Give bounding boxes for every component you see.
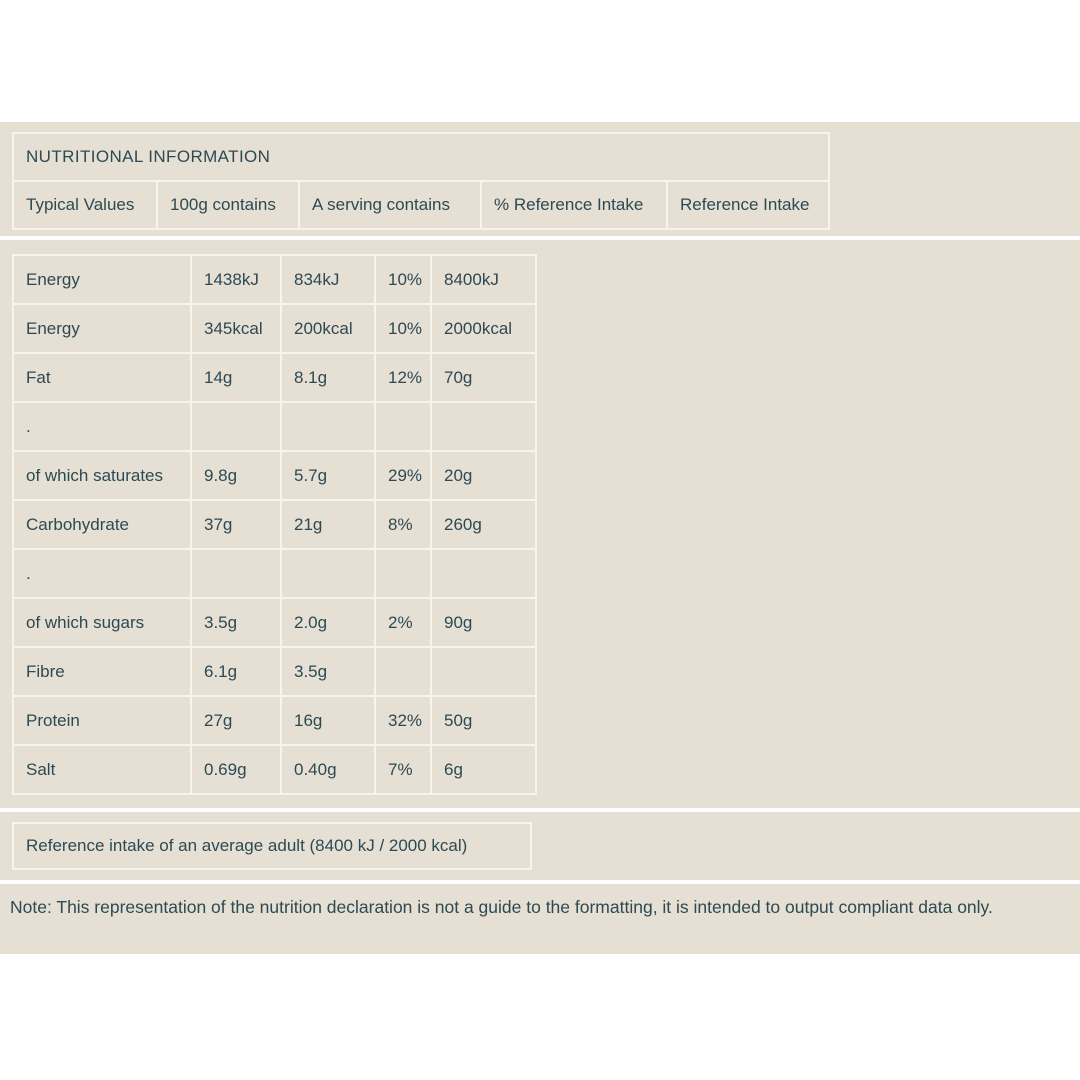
row-label: Carbohydrate (14, 501, 190, 548)
value-per-100g: 3.5g (192, 599, 280, 646)
value-ri (432, 403, 535, 450)
column-header-row (14, 182, 828, 228)
column-header-typical-values: Typical Values (14, 182, 156, 228)
row-label: . (14, 550, 190, 597)
value-per-serving: 16g (282, 697, 374, 744)
value-ri: 6g (432, 746, 535, 793)
row-label: Fat (14, 354, 190, 401)
table-row-spacer (14, 403, 535, 450)
table-title-row (14, 134, 828, 180)
value-ri: 2000kcal (432, 305, 535, 352)
reference-intake-text: Reference intake of an average adult (8400 kJ / 2000 kcal) (26, 836, 468, 855)
value-per-serving (282, 550, 374, 597)
value-ri: 20g (432, 452, 535, 499)
value-pct-ri: 10% (376, 305, 430, 352)
value-pct-ri: 29% (376, 452, 430, 499)
row-label: Fibre (14, 648, 190, 695)
value-pct-ri: 32% (376, 697, 430, 744)
value-ri: 90g (432, 599, 535, 646)
value-pct-ri: 12% (376, 354, 430, 401)
values-section (0, 240, 1080, 808)
value-per-100g: 345kcal (192, 305, 280, 352)
value-per-serving: 200kcal (282, 305, 374, 352)
value-per-serving (282, 403, 374, 450)
value-pct-ri (376, 550, 430, 597)
value-per-100g: 1438kJ (192, 256, 280, 303)
table-row (14, 256, 535, 303)
table-row (14, 746, 535, 793)
value-per-100g: 6.1g (192, 648, 280, 695)
value-pct-ri: 7% (376, 746, 430, 793)
value-pct-ri: 8% (376, 501, 430, 548)
row-label: . (14, 403, 190, 450)
row-label: Energy (14, 256, 190, 303)
row-label: Protein (14, 697, 190, 744)
value-per-serving: 3.5g (282, 648, 374, 695)
value-per-100g (192, 550, 280, 597)
value-pct-ri (376, 403, 430, 450)
table-row (14, 599, 535, 646)
value-per-serving: 0.40g (282, 746, 374, 793)
value-per-serving: 5.7g (282, 452, 374, 499)
header-section (0, 122, 1080, 236)
row-label: Salt (14, 746, 190, 793)
header-table (12, 132, 830, 230)
disclaimer-note: Note: This representation of the nutrition declaration is not a guide to the formatting, it is intended to output compliant data only. (10, 897, 993, 917)
value-per-serving: 834kJ (282, 256, 374, 303)
value-pct-ri (376, 648, 430, 695)
value-ri: 8400kJ (432, 256, 535, 303)
note-section (0, 884, 1080, 954)
value-per-100g: 9.8g (192, 452, 280, 499)
column-header-pct-reference-intake: % Reference Intake (482, 182, 666, 228)
value-per-100g: 0.69g (192, 746, 280, 793)
table-row (14, 305, 535, 352)
row-label: of which sugars (14, 599, 190, 646)
row-label: Energy (14, 305, 190, 352)
table-row (14, 452, 535, 499)
value-ri (432, 648, 535, 695)
value-per-100g: 14g (192, 354, 280, 401)
row-label: of which saturates (14, 452, 190, 499)
table-row-spacer (14, 550, 535, 597)
value-per-100g (192, 403, 280, 450)
value-ri: 70g (432, 354, 535, 401)
reference-intake-section (0, 812, 1080, 880)
value-per-100g: 37g (192, 501, 280, 548)
column-header-serving: A serving contains (300, 182, 480, 228)
value-ri: 260g (432, 501, 535, 548)
table-row (14, 648, 535, 695)
table-title: NUTRITIONAL INFORMATION (14, 134, 828, 180)
value-ri (432, 550, 535, 597)
value-per-serving: 8.1g (282, 354, 374, 401)
table-row (14, 697, 535, 744)
column-header-100g: 100g contains (158, 182, 298, 228)
value-per-serving: 21g (282, 501, 374, 548)
value-per-100g: 27g (192, 697, 280, 744)
value-pct-ri: 2% (376, 599, 430, 646)
value-per-serving: 2.0g (282, 599, 374, 646)
value-ri: 50g (432, 697, 535, 744)
column-header-reference-intake: Reference Intake (668, 182, 828, 228)
table-row (14, 501, 535, 548)
table-row (14, 354, 535, 401)
nutrition-table (12, 254, 537, 795)
value-pct-ri: 10% (376, 256, 430, 303)
reference-intake-box (12, 822, 532, 870)
